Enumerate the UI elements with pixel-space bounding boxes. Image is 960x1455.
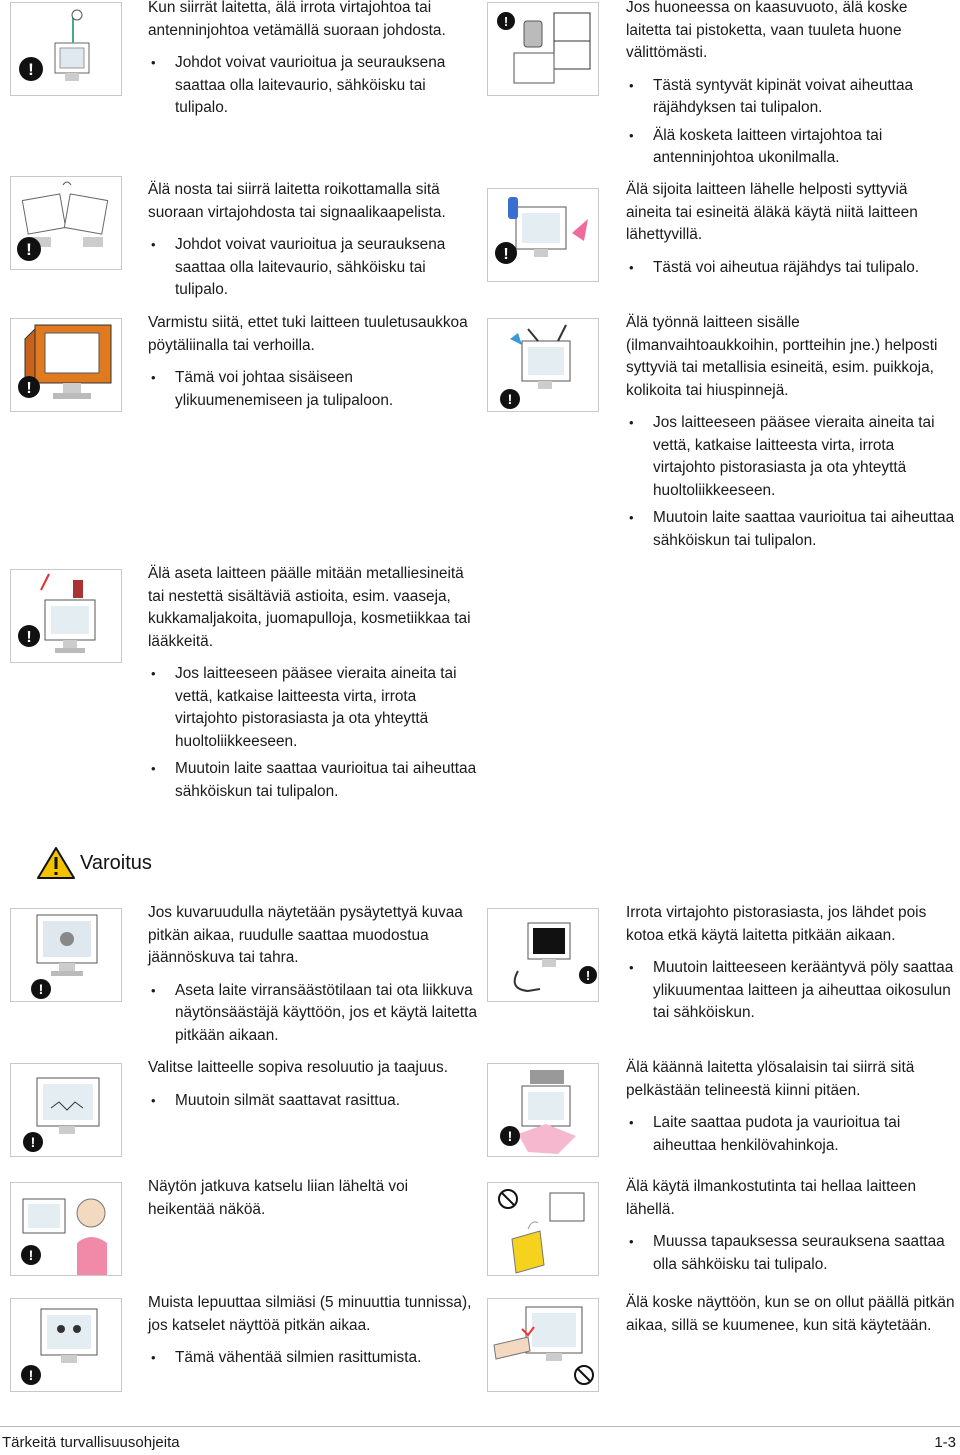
bullet-item: • Johdot voivat vaurioitua ja seurauksena saattaa olla laitevaurio, sähköisku tai tulipalo.: [148, 234, 478, 302]
illustration-resolution: [10, 1063, 122, 1157]
svg-text:!: !: [503, 14, 509, 29]
bullet-item: • Muutoin silmät saattavat rasittua.: [148, 1090, 478, 1113]
bullet-item: • Jos laitteeseen pääsee vieraita aineita tai vettä, katkaise laitteesta virta, irrota virtajohto pistorasiasta ja ota yhteyttä huoltoliikkeeseen.: [148, 663, 478, 753]
danger-item-l4: [148, 563, 478, 808]
warning-item-wr2: [626, 1057, 956, 1162]
illustration-unplug-cord: [10, 2, 122, 96]
gas-leak-drawing: [488, 3, 599, 96]
illustration-covered-vents: [10, 318, 122, 412]
flammable-drawing: [488, 189, 599, 282]
bullet-item: • Tästä syntyvät kipinät voivat aiheuttaa räjähdyksen tai tulipalon.: [626, 75, 956, 120]
viewing-distance-drawing: [11, 1183, 122, 1276]
warning-heading: [36, 846, 152, 882]
bullet-item: • Tämä voi johtaa sisäiseen ylikuumenemiseen ja tulipaloon.: [148, 367, 478, 412]
hot-screen-drawing: [488, 1299, 599, 1392]
item-text: Älä koske näyttöön, kun se on ollut päällä pitkän aikaa, sillä se kuumenee, kun sitä käytetään.: [626, 1294, 955, 1334]
warning-item-wr4: [626, 1292, 956, 1347]
danger-item-r1: [626, 0, 956, 175]
bullet-item: • Aseta laite virransäästötilaan tai ota liikkuva näytönsäästäjä käyttöön, jos et käytä laitetta pitkään aikaan.: [148, 980, 478, 1048]
danger-item-l2: [148, 179, 478, 307]
danger-item-r3: [626, 312, 956, 557]
footer-divider: [0, 1426, 960, 1427]
warning-item-wl1: [148, 902, 478, 1052]
item-text: Irrota virtajohto pistorasiasta, jos lähdet pois kotoa etkä käytä laitetta pitkään aikaan.: [626, 904, 927, 944]
warning-triangle-icon: [36, 846, 76, 880]
illustration-insert-objects: [487, 318, 599, 412]
svg-text:!: !: [585, 968, 591, 983]
objects-monitor-drawing: [11, 570, 122, 663]
item-text: Muista lepuuttaa silmiäsi (5 minuuttia tunnissa), jos katselet näyttöä pitkän aikaa.: [148, 1294, 472, 1334]
item-text: Älä aseta laitteen päälle mitään metalliesineitä tai nestettä sisältäviä astioita, esim. vaaseja, kukkamaljakoita, juomapulloja, kosmetiikkaa tai lääkkeitä.: [148, 565, 471, 650]
item-text: Älä nosta tai siirrä laitetta roikottamalla sitä suoraan virtajohdosta tai signaalikaapelista.: [148, 181, 446, 221]
item-text: Varmistu siitä, ettet tuki laitteen tuuletusaukkoa pöytäliinalla tai verhoilla.: [148, 314, 468, 354]
svg-text:!: !: [507, 391, 513, 407]
svg-text:!: !: [30, 1134, 36, 1150]
rest-eyes-drawing: [11, 1299, 122, 1392]
bullet-item: • Muutoin laite saattaa vaurioitua tai aiheuttaa sähköiskun tai tulipalon.: [148, 758, 478, 803]
bullet-item: • Muutoin laitteeseen kerääntyvä pöly saattaa ylikuumentaa laitteen ja aiheuttaa oikosulun tai sähköiskun.: [626, 957, 956, 1025]
svg-text:!: !: [507, 1128, 513, 1144]
item-text: Älä käännä laitetta ylösalaisin tai siirrä sitä pelkästään telineestä kiinni pitäen.: [626, 1059, 915, 1099]
page-number: 1-3: [934, 1434, 956, 1451]
svg-text:!: !: [28, 1367, 34, 1383]
hanging-monitor-drawing: [11, 177, 122, 270]
bullet-item: • Tämä vähentää silmien rasittumista.: [148, 1347, 478, 1370]
bullet-item: • Älä kosketa laitteen virtajohtoa tai antenninjohtoa ukonilmalla.: [626, 125, 956, 170]
item-text: Valitse laitteelle sopiva resoluutio ja taajuus.: [148, 1059, 449, 1076]
item-text: Älä työnnä laitteen sisälle (ilmanvaihtoaukkoihin, portteihin jne.) helposti syttyviä tai metallisia esineitä, esim. puikkoja, kolikoita tai hiuspinnejä.: [626, 314, 938, 399]
unplug-away-drawing: [488, 909, 599, 1002]
warning-item-wl3: [148, 1176, 478, 1231]
warning-item-wr1: [626, 902, 956, 1030]
bullet-item: • Muutoin laite saattaa vaurioitua tai aiheuttaa sähköiskun tai tulipalon.: [626, 507, 956, 552]
item-text: Jos huoneessa on kaasuvuoto, älä koske laitetta tai pistoketta, vaan tuuleta huone välittömästi.: [626, 0, 908, 61]
insert-objects-drawing: [488, 319, 599, 412]
svg-text:!: !: [26, 240, 32, 259]
danger-item-l3: [148, 312, 478, 417]
item-text: Älä sijoita laitteen lähelle helposti syttyviä aineita tai esineitä äläkä käytä niitä laitteen lähettyvillä.: [626, 181, 918, 243]
danger-item-r2: [626, 179, 956, 284]
item-text: Älä käytä ilmankostutinta tai hellaa laitteen lähellä.: [626, 1178, 917, 1218]
warning-item-wl2: [148, 1057, 478, 1117]
illustration-upside-down: [487, 1063, 599, 1157]
warning-heading-text: Varoitus: [80, 852, 152, 874]
illustration-humidifier: [487, 1182, 599, 1276]
illustration-objects-on-monitor: [10, 569, 122, 663]
svg-text:!: !: [26, 629, 32, 646]
svg-text:!: !: [503, 246, 509, 263]
illustration-flammable-near: [487, 188, 599, 282]
bullet-item: • Johdot voivat vaurioitua ja seurauksena saattaa olla laitevaurio, sähköisku tai tulipalo.: [148, 52, 478, 120]
humidifier-drawing: [488, 1183, 599, 1276]
resolution-drawing: [11, 1064, 122, 1157]
bullet-item: • Muussa tapauksessa seurauksena saattaa olla sähköisku tai tulipalo.: [626, 1231, 956, 1276]
upside-down-drawing: [488, 1064, 599, 1157]
illustration-gas-leak: [487, 2, 599, 96]
item-text: Näytön jatkuva katselu liian läheltä voi heikentää näköä.: [148, 1178, 409, 1218]
bullet-item: • Jos laitteeseen pääsee vieraita aineita tai vettä, katkaise laitteesta virta, irrota virtajohto pistorasiasta ja ota yhteyttä huoltoliikkeeseen.: [626, 412, 956, 502]
bullet-item: • Tästä voi aiheutua räjähdys tai tulipalo.: [626, 257, 956, 280]
warning-item-wl4: [148, 1292, 478, 1375]
footer-title: Tärkeitä turvallisuusohjeita: [2, 1434, 180, 1451]
monitor-unplug-drawing: [11, 3, 122, 96]
illustration-rest-eyes: [10, 1298, 122, 1392]
svg-text:!: !: [38, 981, 44, 997]
svg-text:!: !: [28, 60, 34, 79]
item-text: Jos kuvaruudulla näytetään pysäytettyä kuvaa pitkän aikaa, ruudulle saattaa muodostua jäännöskuva tai tahra.: [148, 904, 463, 966]
illustration-hanging-monitor: [10, 176, 122, 270]
illustration-hot-screen: [487, 1298, 599, 1392]
covered-monitor-drawing: [11, 319, 122, 412]
svg-text:!: !: [28, 1247, 34, 1263]
bullet-item: • Laite saattaa pudota ja vaurioitua tai aiheuttaa henkilövahinkoja.: [626, 1112, 956, 1157]
illustration-viewing-distance: [10, 1182, 122, 1276]
danger-item-l1: [148, 0, 478, 125]
warning-item-wr3: [626, 1176, 956, 1281]
item-text: Kun siirrät laitetta, älä irrota virtajohtoa tai antenninjohtoa vetämällä suoraan johdosta.: [148, 0, 446, 39]
still-image-drawing: [11, 909, 122, 1002]
illustration-still-image: [10, 908, 122, 1002]
svg-text:!: !: [26, 380, 32, 397]
illustration-unplug-away: [487, 908, 599, 1002]
